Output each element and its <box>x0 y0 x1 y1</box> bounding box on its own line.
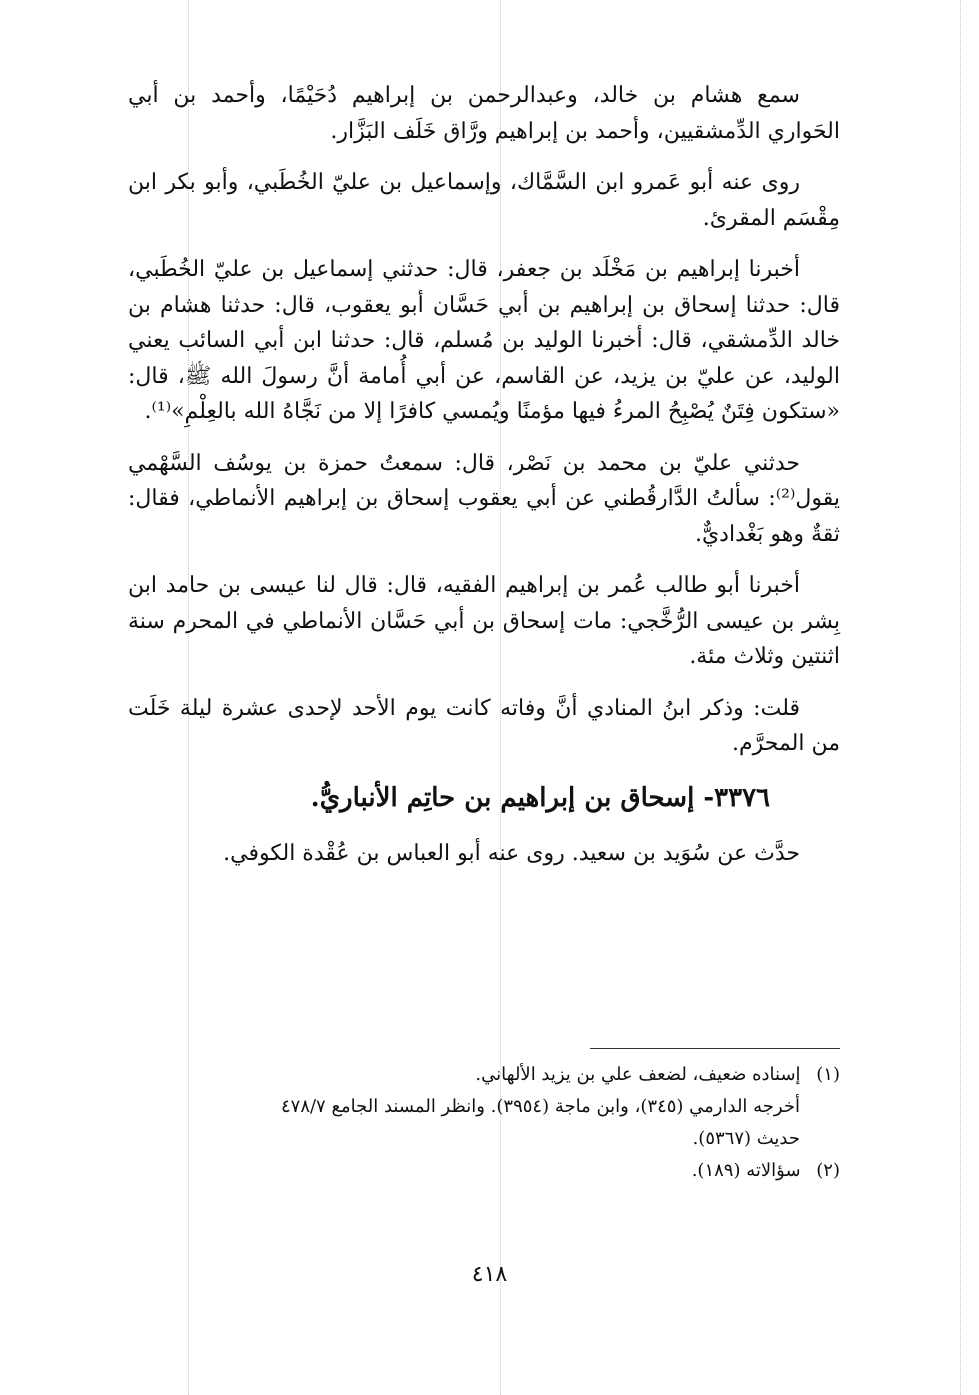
paragraph-hadith: أخبرنا إبراهيم بن مَخْلَد بن جعفر، قال: حدثني إسماعيل بن عليّ الخُطَبي، قال: حدثنا إسحاق بن إبراهيم بن أبي حَسَّان أبو يعقوب، قال: حدثنا هشام بن خالد الدِّمشقي، قال: أخبرنا الوليد بن مُسلم، قال: حدثنا ابن أبي السائب يعني الوليد، عن عليّ بن يزيد، عن القاسم، عن أبي أُمامة أنَّ رسولَ الله ﷺ، قال: «ستكون فِتَنٌ يُصْبِحُ المرءُ فيها مؤمنًا ويُمسي كافرًا إلا من نَجَّاهُ الله بالعِلْمِ»⁽¹⁾. <box>128 257 840 424</box>
page-number: ٤١٨ <box>471 1262 508 1287</box>
paragraph-students: روى عنه أبو عَمرو ابن السَّمَّاك، وإسماعيل بن عليّ الخُطَبي، وأبو بكر ابن مِقْسَم المقرئ. <box>128 170 840 231</box>
footnote-1-continued: حديث (٥٣٦٧). <box>692 1128 800 1149</box>
footnote-1-continued: أخرجه الدارمي (٣٤٥)، وابن ماجة (٣٩٥٤). وانظر المسند الجامع ٤٧٨/٧ <box>280 1096 800 1117</box>
footnotes <box>128 1060 840 1188</box>
paragraph-note: قلت: وذكر ابنُ المنادي أنَّ وفاته كانت يوم الأحد لإحدى عشرة ليلة خَلَت من المحرَّم. <box>128 695 840 756</box>
main-text <box>128 78 840 887</box>
footnote-2 <box>128 1156 840 1186</box>
paragraph-grading: حدثني عليّ بن محمد بن نَصْر، قال: سمعتُ حمزة بن يوسُف السَّهْمي يقول⁽²⁾: سألتُ الدَّارقُطني عن أبي يعقوب إسحاق بن إبراهيم الأنماطي، فقال: ثقةٌ وهو بَغْداديٌّ. <box>128 450 840 547</box>
entry-text: حدَّث عن سُوَيد بن سعيد. روى عنه أبو العباس بن عُقْدة الكوفي. <box>223 840 800 866</box>
footnote-text: سؤالاته (١٨٩). <box>691 1160 801 1181</box>
footnote-number: (٢) <box>816 1160 840 1181</box>
footnote-divider <box>590 1048 840 1049</box>
footnote-text: إسناده ضعيف، لضعف علي بن يزيد الألهاني. <box>475 1064 801 1085</box>
footnote-1 <box>128 1060 840 1090</box>
entry-heading: ٣٣٧٦- إسحاق بن إبراهيم بن حاتِم الأنباريُّ. <box>310 782 770 813</box>
paragraph-teachers: سمع هشام بن خالد، وعبدالرحمن بن إبراهيم دُحَيْمًا، وأحمد بن أبي الحَواري الدِّمشقيين، وأحمد بن إبراهيم ورَّاق خَلَف البَزَّار. <box>128 83 840 144</box>
paragraph-death: أخبرنا أبو طالب عُمر بن إبراهيم الفقيه، قال: قال لنا عيسى بن حامد ابن بِشر بن عيسى الرُّخَّجي: مات إسحاق بن أبي حَسَّان الأنماطي في المحرم سنة اثنتين وثلاث مئة. <box>128 573 840 669</box>
footnote-number: (١) <box>816 1064 840 1085</box>
scan-artifact-line <box>960 0 961 1395</box>
